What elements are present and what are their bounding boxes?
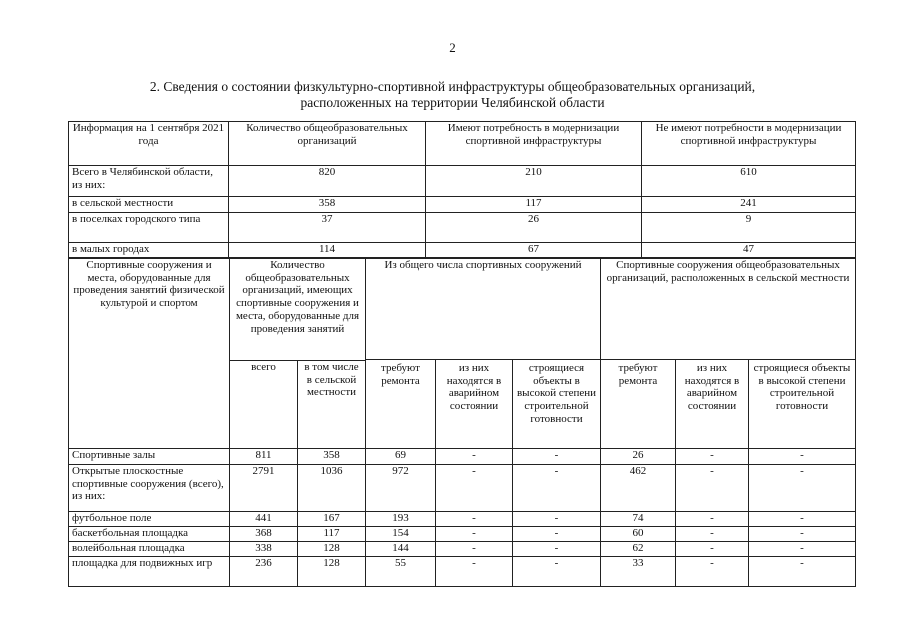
cell-all: 368 xyxy=(230,527,298,542)
cell-emergency: - xyxy=(436,512,513,527)
cell-emergency: - xyxy=(436,527,513,542)
cell-all: 811 xyxy=(230,449,298,465)
cell-rural-area: 167 xyxy=(298,512,366,527)
summary-header-cell: Количество общеобразовательных организаций xyxy=(229,122,426,166)
table-row xyxy=(69,557,856,587)
cell-repair: 69 xyxy=(366,449,436,465)
summary-header-cell: Имеют потребность в модернизации спортивной инфраструктуры xyxy=(426,122,642,166)
cell-need: 117 xyxy=(426,197,642,213)
cell-emergency: - xyxy=(436,449,513,465)
cell-all: 2791 xyxy=(230,465,298,512)
heading-line-2: расположенных на территории Челябинской области xyxy=(300,95,605,110)
cell-emergency: - xyxy=(436,542,513,557)
cell-construction: - xyxy=(513,512,601,527)
cell-need: 67 xyxy=(426,243,642,258)
cell-emergency: - xyxy=(436,557,513,587)
table-row xyxy=(69,243,856,258)
cell-need: 210 xyxy=(426,166,642,197)
cell-no-need: 47 xyxy=(642,243,856,258)
cell-need: 26 xyxy=(426,213,642,243)
row-label: в малых городах xyxy=(69,243,229,258)
header-rural-sub xyxy=(601,360,855,448)
cell-rural-emergency: - xyxy=(676,465,749,512)
cell-rural-construction: - xyxy=(749,527,856,542)
header-emergency: из них находятся в аварийном состоянии xyxy=(436,360,513,448)
table-row xyxy=(69,197,856,213)
cell-rural-emergency: - xyxy=(676,512,749,527)
header-repair: требуют ремонта xyxy=(366,360,436,448)
summary-header-cell: Информация на 1 сентября 2021 года xyxy=(69,122,229,166)
cell-count: 358 xyxy=(229,197,426,213)
header-total-sub xyxy=(366,360,600,448)
cell-rural-area: 117 xyxy=(298,527,366,542)
cell-all: 441 xyxy=(230,512,298,527)
table-row xyxy=(69,512,856,527)
table-row xyxy=(69,449,856,465)
cell-construction: - xyxy=(513,542,601,557)
cell-repair: 154 xyxy=(366,527,436,542)
heading-line-1: 2. Сведения о состоянии физкультурно-спортивной инфраструктуры общеобразовательных организаций, xyxy=(149,79,756,94)
header-rural-construction: строящиеся объекты в высокой степени строительной готовности xyxy=(753,362,851,413)
cell-rural-emergency: - xyxy=(676,542,749,557)
cell-repair: 144 xyxy=(366,542,436,557)
table-row xyxy=(69,166,856,197)
row-label: площадка для подвижных игр xyxy=(69,557,230,587)
table-row xyxy=(69,465,856,512)
table-row xyxy=(69,213,856,243)
row-label: в сельской местности xyxy=(69,197,229,213)
page-number: 2 xyxy=(449,40,456,55)
row-label: волейбольная площадка xyxy=(69,542,230,557)
header-rural-repair: требуют ремонта xyxy=(601,360,676,448)
row-label: баскетбольная площадка xyxy=(69,527,230,542)
facilities-group-header-row xyxy=(69,259,856,361)
cell-construction: - xyxy=(513,449,601,465)
cell-rural-construction: - xyxy=(749,542,856,557)
cell-rural-emergency: - xyxy=(676,449,749,465)
cell-count: 37 xyxy=(229,213,426,243)
cell-all: 338 xyxy=(230,542,298,557)
cell-rural-repair: 60 xyxy=(601,527,676,542)
table-row xyxy=(69,527,856,542)
header-rural-emergency: из них находятся в аварийном состоянии xyxy=(676,360,749,448)
cell-no-need: 610 xyxy=(642,166,856,197)
cell-rural-construction: - xyxy=(749,449,856,465)
cell-no-need: 9 xyxy=(642,213,856,243)
cell-repair: 55 xyxy=(366,557,436,587)
header-orgs: Количество общеобразовательных организаций, имеющих спортивные сооружения и места, оборудованные для проведения занятий xyxy=(230,259,366,361)
summary-table xyxy=(68,121,856,258)
document-heading xyxy=(60,79,845,111)
cell-rural-construction: - xyxy=(749,557,856,587)
cell-construction: - xyxy=(513,465,601,512)
header-construction: строящиеся объекты в высокой степени строительной готовности xyxy=(516,362,596,425)
header-total: Из общего числа спортивных сооружений xyxy=(366,259,600,360)
header-rural-group xyxy=(601,259,856,449)
cell-rural-repair: 62 xyxy=(601,542,676,557)
cell-rural-repair: 462 xyxy=(601,465,676,512)
cell-construction: - xyxy=(513,527,601,542)
cell-rural-repair: 74 xyxy=(601,512,676,527)
cell-no-need: 241 xyxy=(642,197,856,213)
header-total-group xyxy=(366,259,601,449)
cell-rural-repair: 26 xyxy=(601,449,676,465)
header-rural: Спортивные сооружения общеобразовательных организаций, расположенных в сельской местности xyxy=(601,259,855,360)
cell-rural-construction: - xyxy=(749,465,856,512)
cell-repair: 972 xyxy=(366,465,436,512)
row-label: футбольное поле xyxy=(69,512,230,527)
cell-emergency: - xyxy=(436,465,513,512)
cell-rural-area: 128 xyxy=(298,557,366,587)
cell-rural-area: 358 xyxy=(298,449,366,465)
header-facility: Спортивные сооружения и места, оборудованные для проведения занятий физической культурой и спортом xyxy=(69,259,230,449)
cell-count: 820 xyxy=(229,166,426,197)
row-label: Всего в Челябинской области, из них: xyxy=(69,166,229,197)
cell-rural-construction: - xyxy=(749,512,856,527)
cell-rural-area: 1036 xyxy=(298,465,366,512)
row-label: в поселках городского типа xyxy=(69,213,229,243)
row-label: Открытые плоскостные спортивные сооружения (всего), из них: xyxy=(69,465,230,512)
cell-construction: - xyxy=(513,557,601,587)
cell-repair: 193 xyxy=(366,512,436,527)
cell-rural-area: 128 xyxy=(298,542,366,557)
header-all: всего xyxy=(230,361,298,449)
summary-header-row xyxy=(69,122,856,166)
cell-rural-emergency: - xyxy=(676,557,749,587)
header-rural-area: в том числе в сельской местности xyxy=(298,361,366,449)
cell-count: 114 xyxy=(229,243,426,258)
table-row xyxy=(69,542,856,557)
row-label: Спортивные залы xyxy=(69,449,230,465)
cell-all: 236 xyxy=(230,557,298,587)
summary-header-cell: Не имеют потребности в модернизации спортивной инфраструктуры xyxy=(642,122,856,166)
cell-rural-repair: 33 xyxy=(601,557,676,587)
facilities-table xyxy=(68,258,856,587)
cell-rural-emergency: - xyxy=(676,527,749,542)
